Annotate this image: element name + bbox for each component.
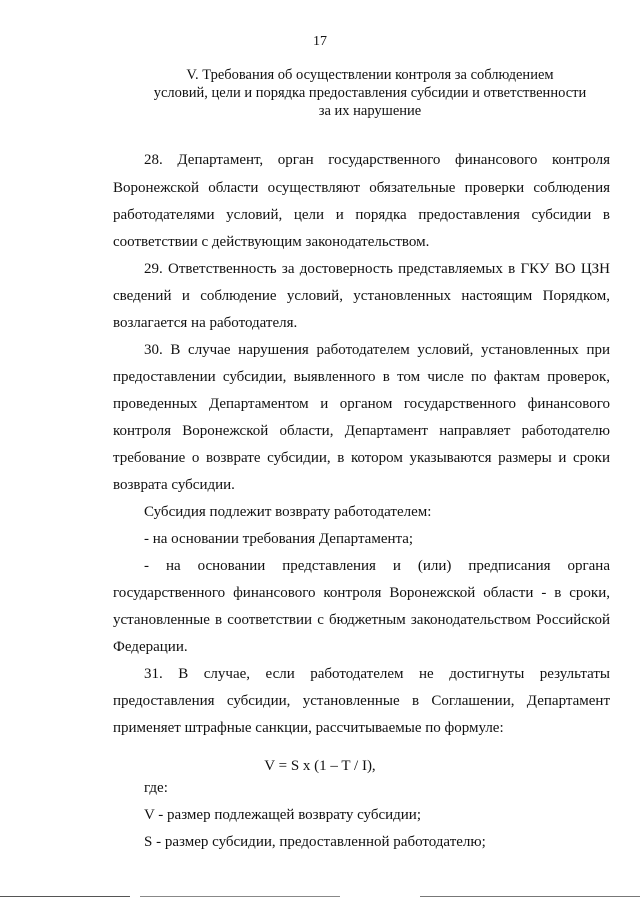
text-line: 31. В случае, если работодателем не достигнуты результаты: [144, 666, 610, 682]
penalty-formula: V = S x (1 – T / I),: [264, 758, 376, 774]
text-line: контроля Воронежской области, Департамент направляет работодателю: [113, 423, 610, 439]
section-heading: [120, 66, 620, 120]
text-line: государственного финансового контроля Воронежской области - в сроки,: [113, 585, 610, 601]
text-line: соответствии с действующим законодательством.: [113, 234, 430, 250]
page-number: 17: [313, 34, 327, 49]
text-line: предоставления субсидии, установленные в Соглашении, Департамент: [113, 693, 610, 709]
text-line: Федерации.: [113, 639, 188, 655]
text-line: требование о возврате субсидии, в котором указываются размеры и сроки: [113, 450, 610, 466]
refund-intro: Субсидия подлежит возврату работодателем:: [144, 504, 432, 520]
text-line: 30. В случае нарушения работодателем условий, установленных при: [144, 342, 610, 358]
refund-item: - на основании требования Департамента;: [144, 531, 414, 547]
section-heading-line: V. Требования об осуществлении контроля за соблюдением: [186, 67, 554, 83]
definition-s: S - размер субсидии, предоставленной работодателю;: [144, 834, 486, 850]
text-line: проведенных Департаментом и органом государственного финансового: [113, 396, 610, 412]
text-line: 29. Ответственность за достоверность представляемых в ГКУ ВО ЦЗН: [144, 261, 610, 277]
footer-rule: [0, 896, 130, 897]
text-line: применяет штрафные санкции, рассчитываемые по формуле:: [113, 720, 504, 736]
text-line: Воронежской области осуществляют обязательные проверки соблюдения: [113, 180, 610, 196]
text-line: предоставлении субсидии, выявленного в том числе по фактам проверок,: [113, 369, 610, 385]
where-label: где:: [144, 780, 168, 796]
refund-item: - на основании представления и (или) предписания органа: [144, 558, 610, 574]
section-heading-line: за их нарушение: [318, 103, 422, 119]
text-line: возврата субсидии.: [113, 477, 235, 493]
text-line: установленные в соответствии с бюджетным законодательством Российской: [113, 612, 610, 628]
text-line: 28. Департамент, орган государственного финансового контроля: [144, 152, 610, 168]
text-line: сведений и соблюдение условий, установленных настоящим Порядком,: [113, 288, 610, 304]
footer-rule: [420, 896, 640, 897]
section-heading-line: условий, цели и порядка предоставления субсидии и ответственности: [153, 85, 587, 101]
text-line: возлагается на работодателя.: [113, 315, 298, 331]
footer-rule: [140, 896, 340, 897]
text-line: работодателями условий, цели и порядка предоставления субсидии в: [113, 207, 610, 223]
definition-v: V - размер подлежащей возврату субсидии;: [144, 807, 422, 823]
